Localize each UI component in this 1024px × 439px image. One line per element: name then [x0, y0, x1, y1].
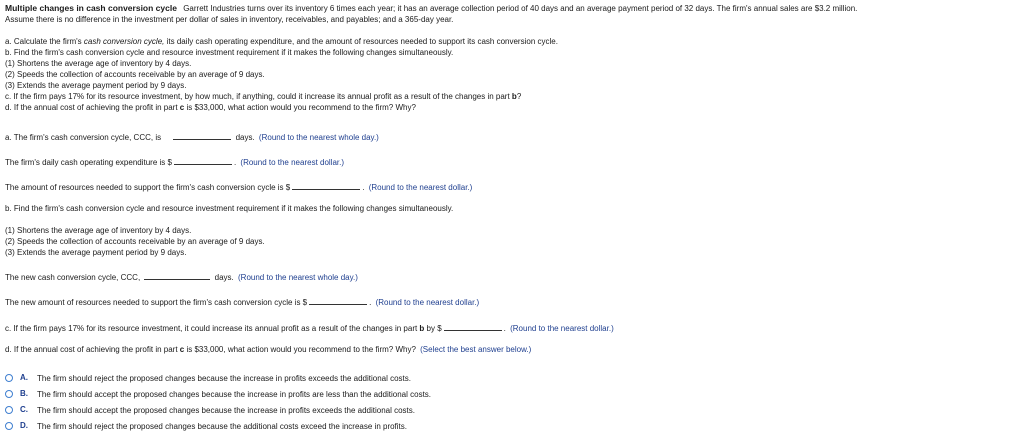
option-b-text: The firm should accept the proposed changes because the increase in profits are less than the additional costs.: [37, 390, 432, 399]
option-c-text: The firm should accept the proposed changes because the increase in profits exceeds the additional costs.: [37, 406, 416, 415]
answer-b-newres-label: The new amount of resources needed to support the firm's cash conversion cycle is $: [5, 298, 308, 307]
answer-b-newccc-unit: days.: [214, 273, 234, 282]
question-b: b. Find the firm's cash conversion cycle and resource investment requirement if it makes the following changes simultaneously.: [5, 48, 454, 57]
question-a: [5, 37, 558, 46]
question-d-bold: c: [179, 103, 185, 112]
problem-header: [5, 3, 857, 13]
question-b2: (2) Speeds the collection of accounts receivable by an average of 9 days.: [5, 70, 265, 79]
answer-b-newccc-label: The new cash conversion cycle, CCC,: [5, 273, 141, 282]
question-a-suffix: its daily cash operating expenditure, and the amount of resources needed to support its cash conversion cycle.: [164, 37, 558, 46]
answer-b-newccc-input[interactable]: [144, 270, 210, 280]
problem-title: Multiple changes in cash conversion cycle: [5, 3, 177, 13]
answer-c-mid: by $: [424, 324, 442, 333]
answer-b3: (3) Extends the average payment period by 9 days.: [5, 248, 187, 257]
answer-a-ccc-unit: days.: [235, 133, 255, 142]
question-a-prefix: a. Calculate the firm's: [5, 37, 84, 46]
answer-b-newccc-hint: (Round to the nearest whole day.): [238, 273, 358, 282]
option-d-text: The firm should reject the proposed changes because the additional costs exceed the increase in profits.: [37, 422, 407, 431]
question-c-bold: b: [511, 92, 517, 101]
question-c-suffix: ?: [516, 92, 522, 101]
answer-a-daily-label: The firm's daily cash operating expenditure is $: [5, 158, 172, 167]
answer-a-ccc-input[interactable]: [173, 130, 231, 140]
answer-c-input[interactable]: [444, 321, 502, 331]
answer-b-newccc-row: [5, 270, 358, 282]
answer-a-ccc-row: [5, 130, 379, 142]
answer-a-resources-label: The amount of resources needed to support the firm's cash conversion cycle is $: [5, 183, 291, 192]
answer-a-ccc-label: a. The firm's cash conversion cycle, CCC, is: [5, 133, 162, 142]
option-a-radio[interactable]: [5, 374, 13, 382]
problem-text-line2: Assume there is no difference in the investment per dollar of sales in inventory, receivables, and payables; and a 365-day year.: [5, 15, 454, 24]
answer-a-daily-input[interactable]: [174, 155, 232, 165]
answer-c-row: c. If the firm pays 17% for its resource investment, it could increase its annual profit as a result of the changes in part b by $ . (Round to the nearest dollar.): [5, 321, 614, 333]
question-d: [5, 103, 416, 112]
answer-b1: (1) Shortens the average age of inventory by 4 days.: [5, 226, 192, 235]
option-d-letter: D.: [20, 421, 28, 430]
option-a-letter: A.: [20, 373, 28, 382]
answer-d-hint: (Select the best answer below.): [420, 345, 532, 354]
option-c-letter: C.: [20, 405, 28, 414]
question-b1: (1) Shortens the average age of inventory by 4 days.: [5, 59, 192, 68]
answer-d-suffix: is $33,000, what action would you recommend to the firm? Why?: [184, 345, 416, 354]
answer-c-label: c. If the firm pays 17% for its resource investment, it could increase its annual profit as a result of the changes in part: [5, 324, 420, 333]
option-b-letter: B.: [20, 389, 28, 398]
answer-d-bold: c: [179, 345, 185, 354]
answer-b-newres-input[interactable]: [309, 295, 367, 305]
problem-text-line1: Garrett Industries turns over its inventory 6 times each year; it has an average collection period of 40 days and an average payment period of 32 days. The firm's annual sales are $3.2 million.: [183, 4, 858, 13]
question-a-italic: cash conversion cycle,: [83, 37, 165, 46]
answer-a-resources-hint: (Round to the nearest dollar.): [368, 183, 473, 192]
answer-b-newres-hint: (Round to the nearest dollar.): [375, 298, 480, 307]
answer-d-row: [5, 345, 531, 354]
question-d-suffix: is $33,000, what action would you recommend to the firm? Why?: [184, 103, 416, 112]
answer-a-ccc-hint: (Round to the nearest whole day.): [258, 133, 379, 142]
answer-c-hint: (Round to the nearest dollar.): [510, 324, 614, 333]
answer-b-newres-row: The new amount of resources needed to support the firm's cash conversion cycle is $ . (Round to the nearest dollar.): [5, 295, 479, 307]
answer-c-bold: b: [419, 324, 425, 333]
question-c: [5, 92, 521, 101]
answer-a-resources-row: The amount of resources needed to support the firm's cash conversion cycle is $ . (Round to the nearest dollar.): [5, 180, 472, 192]
option-d-radio[interactable]: [5, 422, 13, 430]
question-c-prefix: c. If the firm pays 17% for its resource investment, by how much, if anything, could it increase its annual profit as a result of the changes in part: [5, 92, 512, 101]
answer-b2: (2) Speeds the collection of accounts receivable by an average of 9 days.: [5, 237, 265, 246]
answer-b-heading: b. Find the firm's cash conversion cycle and resource investment requirement if it makes the following changes simultaneously.: [5, 204, 454, 213]
question-b3: (3) Extends the average payment period by 9 days.: [5, 81, 187, 90]
option-b-radio[interactable]: [5, 390, 13, 398]
answer-a-daily-hint: (Round to the nearest dollar.): [240, 158, 345, 167]
option-c-radio[interactable]: [5, 406, 13, 414]
answer-d-label: d. If the annual cost of achieving the profit in part: [5, 345, 180, 354]
option-a-text: The firm should reject the proposed changes because the increase in profits exceeds the additional costs.: [37, 374, 411, 383]
question-d-prefix: d. If the annual cost of achieving the profit in part: [5, 103, 180, 112]
answer-a-daily-row: The firm's daily cash operating expenditure is $ . (Round to the nearest dollar.): [5, 155, 344, 167]
answer-a-resources-input[interactable]: [292, 180, 360, 190]
